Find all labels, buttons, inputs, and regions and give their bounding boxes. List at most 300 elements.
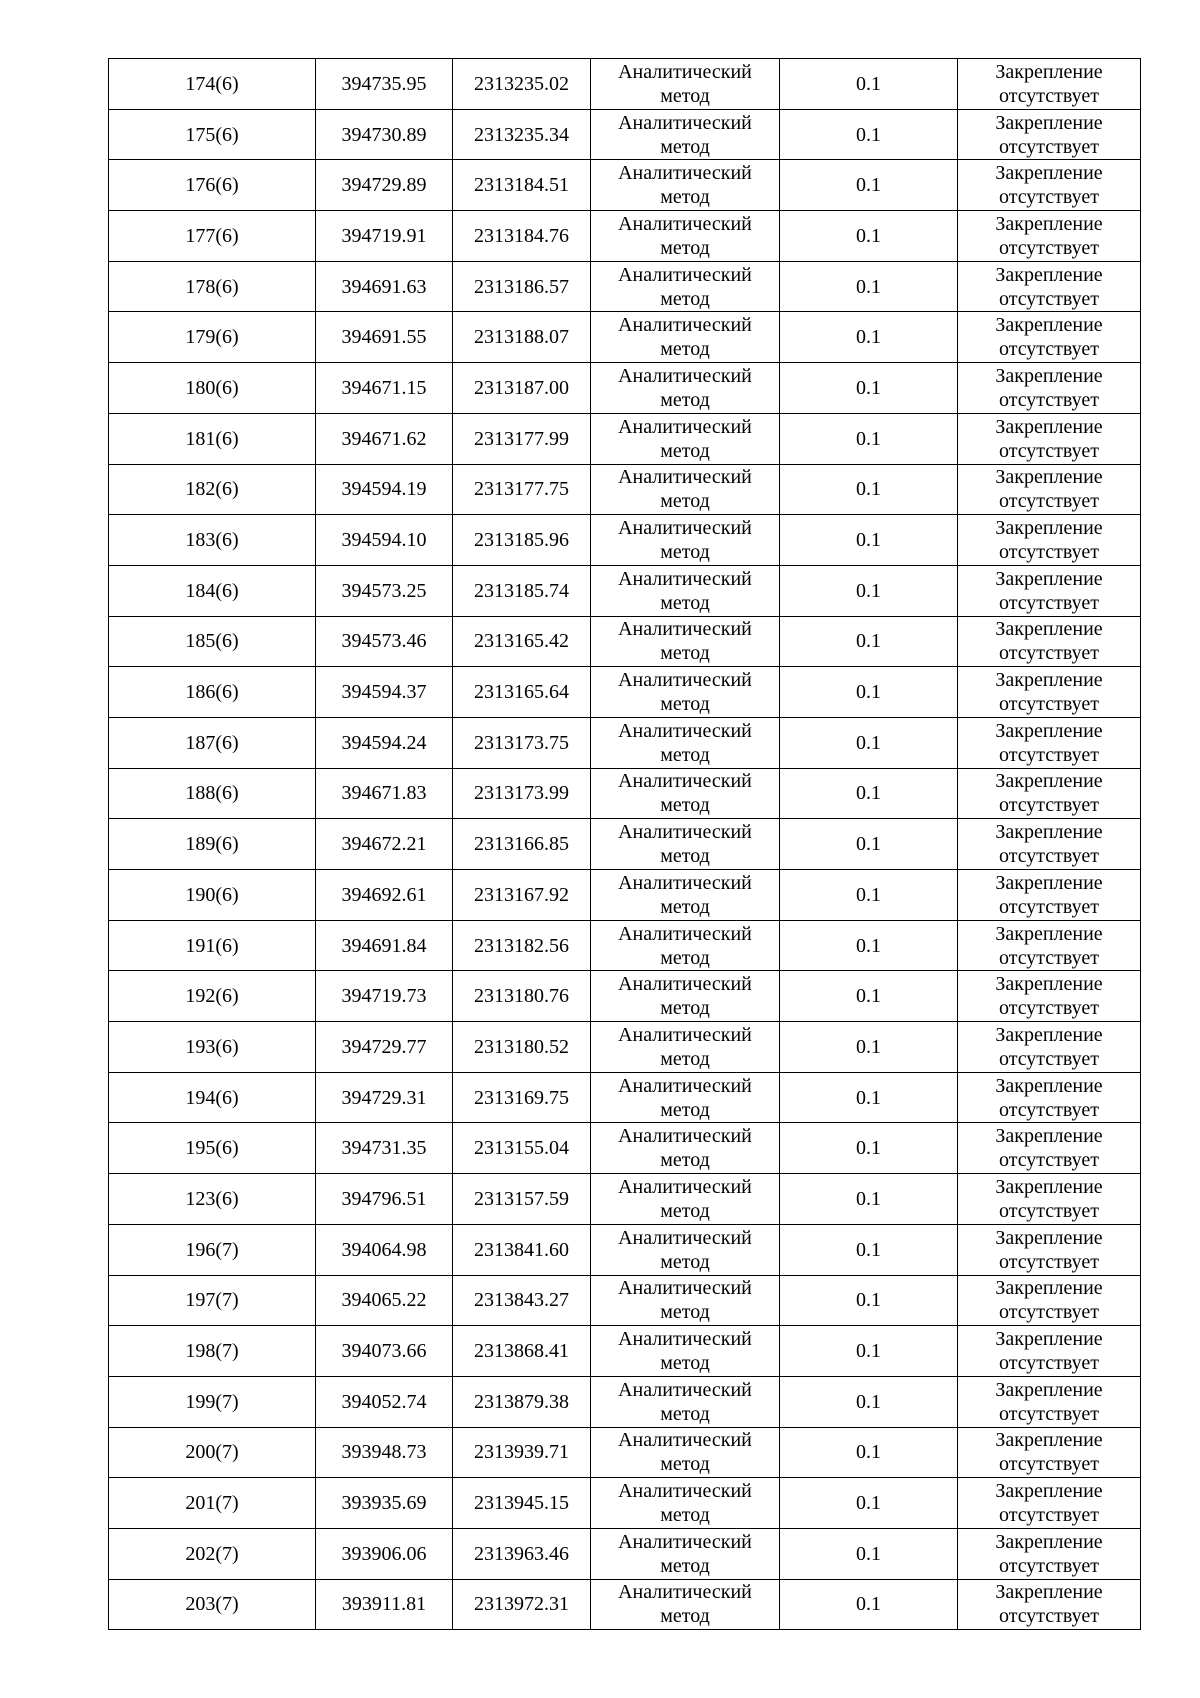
table-row [109,717,1141,768]
table-row [109,1022,1141,1073]
y-coordinate-cell: 2313166.85 [453,819,591,870]
point-fixing-text: отсутствует [998,895,1100,918]
accuracy-cell: 0.1 [780,1123,958,1174]
point-fixing-cell [958,565,1141,616]
accuracy-cell: 0.1 [780,1579,958,1630]
point-fixing-text: отсутствует [998,1554,1100,1577]
accuracy-cell: 0.1 [780,1275,958,1326]
x-coordinate-cell: 394731.35 [316,1123,453,1174]
x-coordinate-cell: 394719.73 [316,971,453,1022]
determination-method-text: метод [660,591,710,614]
point-number-cell: 201(7) [109,1478,316,1529]
determination-method-cell [591,464,780,515]
determination-method-text: метод [660,287,710,310]
determination-method-cell [591,363,780,414]
point-fixing-text: Закрепление [995,871,1103,894]
y-coordinate-cell: 2313868.41 [453,1326,591,1377]
determination-method-cell [591,717,780,768]
point-fixing-cell [958,920,1141,971]
table-row [109,565,1141,616]
y-coordinate-cell: 2313186.57 [453,261,591,312]
point-number-cell: 190(6) [109,870,316,921]
table-row [109,109,1141,160]
point-number-cell: 191(6) [109,920,316,971]
table-row [109,413,1141,464]
determination-method-text: метод [660,743,710,766]
point-fixing-text: отсутствует [998,693,1100,716]
y-coordinate-cell: 2313173.99 [453,768,591,819]
accuracy-cell: 0.1 [780,1376,958,1427]
point-fixing-cell [958,312,1141,363]
table-row [109,160,1141,211]
y-coordinate-cell: 2313188.07 [453,312,591,363]
x-coordinate-cell: 394691.84 [316,920,453,971]
determination-method-text: метод [660,439,710,462]
x-coordinate-cell: 394671.15 [316,363,453,414]
y-coordinate-cell: 2313180.76 [453,971,591,1022]
determination-method-text: Аналитический [618,466,752,489]
x-coordinate-cell: 394573.46 [316,616,453,667]
accuracy-cell: 0.1 [780,768,958,819]
point-number-cell: 181(6) [109,413,316,464]
point-fixing-text: отсутствует [998,1149,1100,1172]
determination-method-text: Аналитический [618,1480,752,1503]
determination-method-text: метод [660,84,710,107]
accuracy-cell: 0.1 [780,1528,958,1579]
point-number-cell: 186(6) [109,667,316,718]
point-fixing-cell [958,1579,1141,1630]
table-row [109,1072,1141,1123]
table-row [109,1427,1141,1478]
determination-method-text: метод [660,1605,710,1628]
point-number-cell: 174(6) [109,59,316,110]
point-fixing-text: Закрепление [995,517,1103,540]
point-number-cell: 198(7) [109,1326,316,1377]
y-coordinate-cell: 2313167.92 [453,870,591,921]
x-coordinate-cell: 394671.62 [316,413,453,464]
determination-method-cell [591,1376,780,1427]
point-fixing-text: Закрепление [995,618,1103,641]
point-fixing-text: Закрепление [995,821,1103,844]
point-number-cell: 194(6) [109,1072,316,1123]
point-number-cell: 177(6) [109,211,316,262]
table-row [109,1326,1141,1377]
y-coordinate-cell: 2313182.56 [453,920,591,971]
determination-method-text: Аналитический [618,212,752,235]
point-fixing-cell [958,1528,1141,1579]
point-fixing-text: отсутствует [998,794,1100,817]
x-coordinate-cell: 393911.81 [316,1579,453,1630]
x-coordinate-cell: 394796.51 [316,1174,453,1225]
point-fixing-text: Закрепление [995,1328,1103,1351]
determination-method-text: Аналитический [618,1074,752,1097]
accuracy-cell: 0.1 [780,515,958,566]
point-fixing-cell [958,413,1141,464]
y-coordinate-cell: 2313235.02 [453,59,591,110]
point-number-cell: 176(6) [109,160,316,211]
x-coordinate-cell: 394573.25 [316,565,453,616]
determination-method-text: Аналитический [618,1530,752,1553]
determination-method-text: метод [660,1504,710,1527]
point-fixing-text: Закрепление [995,1074,1103,1097]
y-coordinate-cell: 2313187.00 [453,363,591,414]
point-fixing-text: Закрепление [995,973,1103,996]
determination-method-cell [591,413,780,464]
point-fixing-text: Закрепление [995,212,1103,235]
point-fixing-text: отсутствует [998,236,1100,259]
point-fixing-text: Закрепление [995,1480,1103,1503]
point-fixing-cell [958,109,1141,160]
determination-method-cell [591,1022,780,1073]
point-fixing-cell [958,363,1141,414]
x-coordinate-cell: 394735.95 [316,59,453,110]
determination-method-cell [591,261,780,312]
table-row [109,464,1141,515]
y-coordinate-cell: 2313157.59 [453,1174,591,1225]
point-fixing-text: отсутствует [998,997,1100,1020]
determination-method-text: Аналитический [618,1175,752,1198]
point-number-cell: 179(6) [109,312,316,363]
table-row [109,312,1141,363]
determination-method-text: метод [660,388,710,411]
point-fixing-text: отсутствует [998,287,1100,310]
point-fixing-cell [958,768,1141,819]
y-coordinate-cell: 2313184.76 [453,211,591,262]
x-coordinate-cell: 394691.63 [316,261,453,312]
determination-method-cell [591,565,780,616]
table-row [109,1275,1141,1326]
table-row [109,59,1141,110]
x-coordinate-cell: 394065.22 [316,1275,453,1326]
accuracy-cell: 0.1 [780,109,958,160]
y-coordinate-cell: 2313165.64 [453,667,591,718]
accuracy-cell: 0.1 [780,413,958,464]
point-fixing-cell [958,464,1141,515]
y-coordinate-cell: 2313165.42 [453,616,591,667]
determination-method-cell [591,1528,780,1579]
determination-method-cell [591,1478,780,1529]
determination-method-cell [591,667,780,718]
point-fixing-cell [958,616,1141,667]
point-number-cell: 184(6) [109,565,316,616]
determination-method-cell [591,1123,780,1174]
table-row [109,1174,1141,1225]
point-fixing-text: отсутствует [998,135,1100,158]
point-fixing-text: отсутствует [998,439,1100,462]
y-coordinate-cell: 2313155.04 [453,1123,591,1174]
point-fixing-text: Закрепление [995,1530,1103,1553]
determination-method-text: Аналитический [618,162,752,185]
point-number-cell: 185(6) [109,616,316,667]
point-fixing-cell [958,160,1141,211]
point-fixing-text: отсутствует [998,1098,1100,1121]
determination-method-cell [591,1072,780,1123]
determination-method-text: Аналитический [618,1125,752,1148]
point-fixing-cell [958,667,1141,718]
determination-method-text: Аналитический [618,517,752,540]
point-fixing-text: отсутствует [998,84,1100,107]
point-fixing-text: Закрепление [995,314,1103,337]
determination-method-text: Аналитический [618,922,752,945]
y-coordinate-cell: 2313169.75 [453,1072,591,1123]
point-fixing-cell [958,261,1141,312]
accuracy-cell: 0.1 [780,870,958,921]
point-fixing-text: отсутствует [998,1402,1100,1425]
determination-method-text: метод [660,1301,710,1324]
y-coordinate-cell: 2313177.75 [453,464,591,515]
table-row [109,920,1141,971]
accuracy-cell: 0.1 [780,59,958,110]
determination-method-text: Аналитический [618,1581,752,1604]
determination-method-text: Аналитический [618,1378,752,1401]
determination-method-text: Аналитический [618,1429,752,1452]
accuracy-cell: 0.1 [780,160,958,211]
x-coordinate-cell: 394052.74 [316,1376,453,1427]
point-number-cell: 180(6) [109,363,316,414]
accuracy-cell: 0.1 [780,211,958,262]
table-row [109,616,1141,667]
x-coordinate-cell: 394691.55 [316,312,453,363]
point-fixing-cell [958,1326,1141,1377]
x-coordinate-cell: 393935.69 [316,1478,453,1529]
determination-method-text: Аналитический [618,415,752,438]
determination-method-text: Аналитический [618,821,752,844]
y-coordinate-cell: 2313180.52 [453,1022,591,1073]
determination-method-text: Аналитический [618,1328,752,1351]
determination-method-text: метод [660,1047,710,1070]
table-row [109,211,1141,262]
determination-method-cell [591,1579,780,1630]
point-fixing-text: Закрепление [995,1429,1103,1452]
accuracy-cell: 0.1 [780,667,958,718]
determination-method-text: Аналитический [618,770,752,793]
determination-method-text: метод [660,693,710,716]
x-coordinate-cell: 394594.24 [316,717,453,768]
determination-method-text: Аналитический [618,973,752,996]
determination-method-text: Аналитический [618,669,752,692]
point-fixing-text: отсутствует [998,490,1100,513]
point-number-cell: 178(6) [109,261,316,312]
y-coordinate-cell: 2313963.46 [453,1528,591,1579]
table-row [109,261,1141,312]
determination-method-text: метод [660,997,710,1020]
determination-method-text: метод [660,1453,710,1476]
point-fixing-text: отсутствует [998,1250,1100,1273]
accuracy-cell: 0.1 [780,971,958,1022]
y-coordinate-cell: 2313173.75 [453,717,591,768]
determination-method-cell [591,920,780,971]
point-number-cell: 187(6) [109,717,316,768]
determination-method-cell [591,312,780,363]
x-coordinate-cell: 394719.91 [316,211,453,262]
accuracy-cell: 0.1 [780,261,958,312]
determination-method-text: Аналитический [618,871,752,894]
determination-method-text: метод [660,1352,710,1375]
table-row [109,768,1141,819]
point-fixing-text: Закрепление [995,1023,1103,1046]
determination-method-cell [591,109,780,160]
y-coordinate-cell: 2313972.31 [453,1579,591,1630]
determination-method-text: метод [660,1199,710,1222]
determination-method-cell [591,160,780,211]
y-coordinate-cell: 2313843.27 [453,1275,591,1326]
point-number-cell: 182(6) [109,464,316,515]
x-coordinate-cell: 394729.31 [316,1072,453,1123]
coordinates-table [108,58,1141,1630]
point-fixing-text: отсутствует [998,591,1100,614]
determination-method-text: метод [660,1098,710,1121]
point-fixing-text: отсутствует [998,1047,1100,1070]
determination-method-text: метод [660,186,710,209]
determination-method-text: метод [660,1402,710,1425]
x-coordinate-cell: 394073.66 [316,1326,453,1377]
point-fixing-text: отсутствует [998,1352,1100,1375]
y-coordinate-cell: 2313185.96 [453,515,591,566]
table-row [109,1224,1141,1275]
y-coordinate-cell: 2313879.38 [453,1376,591,1427]
accuracy-cell: 0.1 [780,565,958,616]
accuracy-cell: 0.1 [780,819,958,870]
x-coordinate-cell: 394064.98 [316,1224,453,1275]
table-row [109,667,1141,718]
point-number-cell: 188(6) [109,768,316,819]
point-fixing-text: Закрепление [995,162,1103,185]
determination-method-cell [591,870,780,921]
determination-method-text: Аналитический [618,1277,752,1300]
accuracy-cell: 0.1 [780,717,958,768]
accuracy-cell: 0.1 [780,1478,958,1529]
determination-method-text: Аналитический [618,364,752,387]
determination-method-cell [591,1224,780,1275]
accuracy-cell: 0.1 [780,1022,958,1073]
point-fixing-text: Закрепление [995,567,1103,590]
coordinates-table-body [109,59,1141,1630]
determination-method-text: Аналитический [618,719,752,742]
determination-method-cell [591,768,780,819]
point-fixing-cell [958,515,1141,566]
determination-method-text: Аналитический [618,263,752,286]
x-coordinate-cell: 393906.06 [316,1528,453,1579]
table-row [109,1123,1141,1174]
point-fixing-cell [958,1022,1141,1073]
point-fixing-text: Закрепление [995,263,1103,286]
y-coordinate-cell: 2313184.51 [453,160,591,211]
point-fixing-text: отсутствует [998,338,1100,361]
accuracy-cell: 0.1 [780,920,958,971]
table-row [109,1478,1141,1529]
point-fixing-cell [958,1427,1141,1478]
point-number-cell: 123(6) [109,1174,316,1225]
determination-method-text: метод [660,1149,710,1172]
point-fixing-cell [958,1376,1141,1427]
x-coordinate-cell: 394672.21 [316,819,453,870]
table-row [109,363,1141,414]
table-row [109,515,1141,566]
point-number-cell: 199(7) [109,1376,316,1427]
y-coordinate-cell: 2313945.15 [453,1478,591,1529]
determination-method-cell [591,1174,780,1225]
point-fixing-text: Закрепление [995,1175,1103,1198]
point-fixing-text: Закрепление [995,111,1103,134]
x-coordinate-cell: 394594.37 [316,667,453,718]
point-fixing-cell [958,1224,1141,1275]
determination-method-text: метод [660,794,710,817]
point-fixing-text: Закрепление [995,1226,1103,1249]
x-coordinate-cell: 394594.10 [316,515,453,566]
point-fixing-cell [958,59,1141,110]
point-fixing-text: отсутствует [998,743,1100,766]
determination-method-text: метод [660,490,710,513]
point-number-cell: 189(6) [109,819,316,870]
point-fixing-cell [958,819,1141,870]
determination-method-text: метод [660,845,710,868]
point-fixing-text: отсутствует [998,1605,1100,1628]
accuracy-cell: 0.1 [780,1072,958,1123]
x-coordinate-cell: 394594.19 [316,464,453,515]
point-fixing-cell [958,211,1141,262]
table-row [109,870,1141,921]
table-row [109,819,1141,870]
x-coordinate-cell: 394729.77 [316,1022,453,1073]
determination-method-cell [591,1326,780,1377]
point-fixing-text: Закрепление [995,669,1103,692]
determination-method-text: Аналитический [618,111,752,134]
table-row [109,1376,1141,1427]
y-coordinate-cell: 2313841.60 [453,1224,591,1275]
determination-method-cell [591,1427,780,1478]
x-coordinate-cell: 394692.61 [316,870,453,921]
point-fixing-cell [958,870,1141,921]
determination-method-text: метод [660,895,710,918]
determination-method-text: метод [660,338,710,361]
accuracy-cell: 0.1 [780,464,958,515]
point-fixing-text: отсутствует [998,186,1100,209]
y-coordinate-cell: 2313177.99 [453,413,591,464]
determination-method-text: Аналитический [618,1226,752,1249]
point-fixing-text: Закрепление [995,1125,1103,1148]
point-fixing-text: отсутствует [998,388,1100,411]
determination-method-cell [591,819,780,870]
determination-method-cell [591,515,780,566]
determination-method-text: метод [660,135,710,158]
determination-method-text: Аналитический [618,60,752,83]
point-fixing-cell [958,1275,1141,1326]
point-number-cell: 202(7) [109,1528,316,1579]
point-fixing-text: отсутствует [998,642,1100,665]
determination-method-cell [591,59,780,110]
point-fixing-cell [958,1123,1141,1174]
table-row [109,1528,1141,1579]
determination-method-text: Аналитический [618,618,752,641]
determination-method-text: метод [660,946,710,969]
x-coordinate-cell: 394730.89 [316,109,453,160]
x-coordinate-cell: 394729.89 [316,160,453,211]
point-fixing-text: отсутствует [998,845,1100,868]
point-fixing-text: Закрепление [995,770,1103,793]
point-number-cell: 197(7) [109,1275,316,1326]
x-coordinate-cell: 393948.73 [316,1427,453,1478]
accuracy-cell: 0.1 [780,312,958,363]
determination-method-text: метод [660,1250,710,1273]
x-coordinate-cell: 394671.83 [316,768,453,819]
accuracy-cell: 0.1 [780,1174,958,1225]
point-fixing-text: отсутствует [998,1504,1100,1527]
determination-method-text: Аналитический [618,567,752,590]
point-fixing-text: отсутствует [998,1453,1100,1476]
point-fixing-text: Закрепление [995,466,1103,489]
point-fixing-text: Закрепление [995,364,1103,387]
point-fixing-text: Закрепление [995,1581,1103,1604]
